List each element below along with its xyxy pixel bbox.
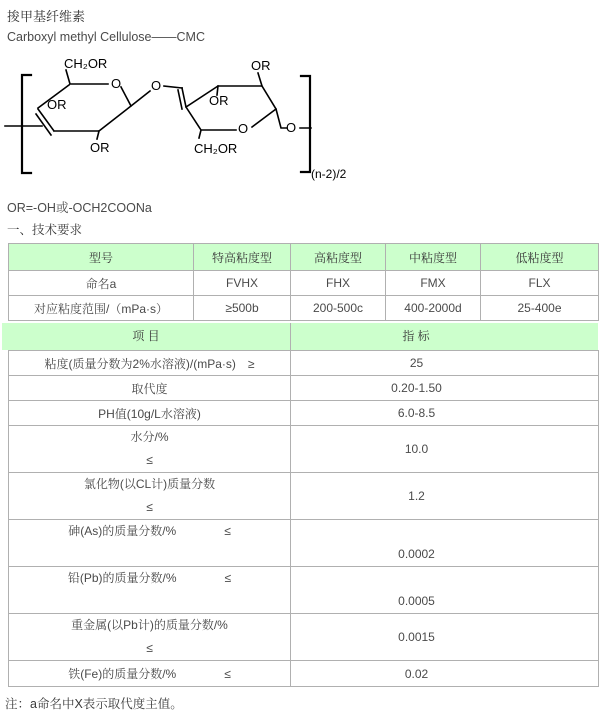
cell-value: 200-500c (291, 296, 386, 321)
cell-item (9, 614, 291, 661)
ring-oxygen-right: O (238, 121, 249, 136)
cell-value: 0.0015 (291, 614, 599, 661)
table-row (9, 351, 599, 376)
left-bracket (22, 75, 31, 173)
label-or-inside-right: OR (209, 93, 229, 108)
cell-value: ≥500b (194, 296, 291, 321)
page-title: 捘甲基纤维素 (7, 9, 86, 24)
cell-item (9, 426, 291, 473)
cell-value: 1.2 (291, 473, 599, 520)
col-header-medium: 中粘度型 (386, 244, 481, 271)
item-operator: ≤ (146, 453, 153, 467)
value-line: 0.0002 (398, 547, 435, 561)
cell-item: 取代度 (9, 376, 291, 401)
cell-value: 6.0-8.5 (291, 401, 599, 426)
cell-value: FVHX (194, 271, 291, 296)
or-definition: OR=-OH或-OCH2COONa (7, 201, 152, 215)
table-row (9, 473, 599, 520)
cell-value: 25-400e (481, 296, 599, 321)
cell-item (9, 473, 291, 520)
label-or-inside-left: OR (47, 97, 67, 112)
footnote: 注：a命名中X表示取代度主值。 (5, 697, 183, 711)
label-or-top-right: OR (251, 58, 271, 73)
item-line: 铅(Pb)的质量分数/% ≤ (67, 571, 232, 585)
value-line-empty (291, 520, 542, 543)
section-heading: 一、技术要求 (7, 223, 83, 237)
item-operator: ≤ (146, 500, 153, 514)
item-line-empty (9, 543, 290, 566)
col-header-high: 高粘度型 (291, 244, 386, 271)
item-line: 水分/% (130, 430, 169, 444)
cell-item: 铁(Fe)的质量分数/% ≤ (9, 661, 291, 687)
cell-value: 0.02 (291, 661, 599, 687)
cell-item (9, 567, 291, 614)
cell-item: PH值(10g/L水溶液) (9, 401, 291, 426)
table-row (9, 271, 599, 296)
value-line: 0.0005 (398, 594, 435, 608)
cell-value: 10.0 (291, 426, 599, 473)
cell-value: FHX (291, 271, 386, 296)
cell-value (291, 520, 599, 567)
cell-value: 400-2000d (386, 296, 481, 321)
label-or-bottom-left: OR (90, 140, 110, 155)
item-line-empty (9, 590, 290, 613)
cell-naming: 命名a (9, 271, 194, 296)
model-table (8, 243, 599, 321)
table-row (9, 376, 599, 401)
cell-value (291, 567, 599, 614)
table-row (9, 661, 599, 687)
repeat-subscript: (n-2)/2 (311, 167, 347, 181)
item-operator: ≤ (146, 641, 153, 655)
table-row (9, 426, 599, 473)
cell-value: FMX (386, 271, 481, 296)
model-table-header-row (9, 244, 599, 271)
cell-value: FLX (481, 271, 599, 296)
table-row (9, 567, 599, 614)
chemical-structure-diagram (0, 57, 350, 189)
label-ch2or-top: CH₂OR (64, 57, 108, 71)
col-header-ultra-high: 特高粘度型 (194, 244, 291, 271)
value-line-empty (291, 567, 542, 590)
table-row (9, 520, 599, 567)
right-bracket (301, 76, 310, 172)
cell-item (9, 520, 291, 567)
table-row (9, 401, 599, 426)
item-line: 砷(As)的质量分数/% ≤ (68, 524, 231, 538)
cell-viscosity-range: 对应粘度范围/（mPa·s） (9, 296, 194, 321)
spec-header-index: 指 标 (402, 329, 430, 343)
ring-oxygen-left: O (111, 76, 122, 91)
table-row (9, 614, 599, 661)
label-ch2or-bottom: CH₂OR (194, 141, 238, 156)
item-line: 氯化物(以CL计)质量分数 (83, 477, 216, 491)
page-subtitle: Carboxyl methyl Cellulose——CMC (7, 30, 205, 44)
chain-oxygen-right: O (286, 120, 297, 135)
cell-value: 25 (291, 351, 599, 376)
cell-item: 粘度(质量分数为2%水溶液)/(mPa·s) ≥ (9, 351, 291, 376)
table-row (9, 296, 599, 321)
col-header-low: 低粘度型 (481, 244, 599, 271)
item-line: 重金属(以Pb计)的质量分数/% (71, 618, 228, 632)
spec-header-item: 项 目 (132, 329, 160, 343)
col-header-model: 型号 (9, 244, 194, 271)
spec-table (8, 350, 599, 687)
spec-table-header (2, 323, 598, 350)
cell-value: 0.20-1.50 (291, 376, 599, 401)
glycosidic-oxygen: O (151, 78, 162, 93)
